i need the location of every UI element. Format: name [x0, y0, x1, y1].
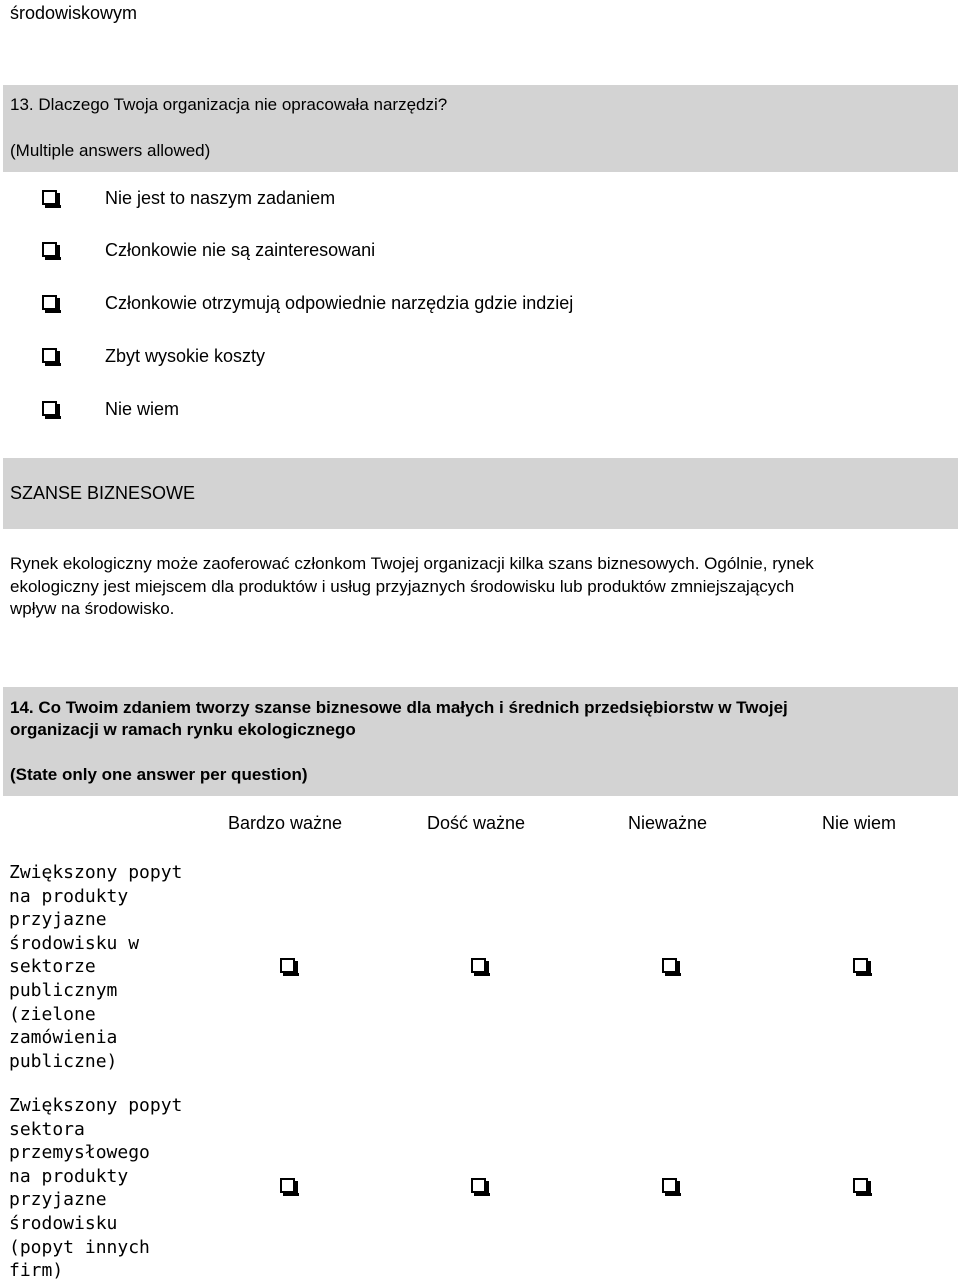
row-label-line: sektora [9, 1118, 85, 1140]
section-intro [10, 553, 955, 621]
q13-option-label: Członkowie otrzymują odpowiednie narzędzia gdzie indziej [105, 293, 574, 313]
q13-option-label: Nie wiem [105, 399, 180, 419]
intro-line: wpływ na środowisko. [10, 599, 175, 618]
checkbox-icon[interactable] [42, 348, 57, 363]
column-header-dosc-wazne: Dość ważne [427, 813, 526, 833]
q14-row-label [9, 1094, 182, 1283]
q13-option-label: Nie jest to naszym zadaniem [105, 188, 336, 208]
q13-option-label: Zbyt wysokie koszty [105, 346, 266, 366]
q13-note: (Multiple answers allowed) [10, 141, 211, 160]
checkbox-icon[interactable] [42, 401, 57, 416]
q13-option[interactable] [0, 344, 700, 372]
q14-note: (State only one answer per question) [10, 765, 308, 784]
intro-line: Rynek ekologiczny może zaoferować członkom Twojej organizacji kilka szans biznesowych. Ogólnie, rynek [10, 554, 814, 573]
checkbox-icon[interactable] [853, 958, 868, 973]
row-label-line: środowisku [9, 1212, 118, 1234]
row-label-line: publiczne) [9, 1050, 118, 1072]
q14-header [3, 687, 958, 796]
section-header [3, 458, 958, 529]
top-text-fragment: środowiskowym [10, 3, 138, 23]
row-label-line: na produkty [9, 1165, 129, 1187]
row-label-line: przyjazne [9, 1189, 107, 1211]
q13-title: 13. Dlaczego Twoja organizacja nie opracowała narzędzi? [10, 95, 448, 114]
row-label-line: przemysłowego [9, 1142, 150, 1164]
checkbox-icon[interactable] [42, 295, 57, 310]
q14-title-line: organizacji w ramach rynku ekologicznego [10, 720, 356, 739]
checkbox-icon[interactable] [853, 1178, 868, 1193]
q13-option[interactable] [0, 186, 700, 214]
q13-option[interactable] [0, 397, 700, 425]
checkbox-icon[interactable] [42, 190, 57, 205]
row-label-line: zamówienia [9, 1027, 118, 1049]
q13-header [3, 85, 958, 172]
row-label-line: firm) [9, 1260, 64, 1282]
row-label-line: Zwiększony popyt [9, 862, 183, 883]
column-header-niewazne: Nieważne [628, 813, 708, 833]
column-header-nie-wiem: Nie wiem [822, 813, 897, 833]
row-label-line: środowisku w [9, 932, 140, 954]
section-heading: SZANSE BIZNESOWE [10, 483, 196, 503]
q14-row-label [9, 861, 182, 1073]
checkbox-icon[interactable] [662, 958, 677, 973]
row-label-line: przyjazne [9, 909, 107, 931]
q13-option-label: Członkowie nie są zainteresowani [105, 240, 376, 260]
row-label-line: (zielone [9, 1003, 96, 1025]
checkbox-icon[interactable] [280, 1178, 295, 1193]
row-label-line: publicznym [9, 979, 118, 1001]
row-label-line: (popyt innych [9, 1236, 150, 1258]
intro-line: ekologiczny jest miejscem dla produktów i usług przyjaznych środowisku lub produktów zmniejszających [10, 576, 795, 596]
column-header-bardzo-wazne: Bardzo ważne [228, 813, 343, 833]
checkbox-icon[interactable] [471, 958, 486, 973]
row-label-line: Zwiększony popyt [9, 1095, 183, 1116]
q14-title-line: 14. Co Twoim zdaniem tworzy szanse biznesowe dla małych i średnich przedsiębiorstw w Twojej [10, 698, 788, 717]
q13-option[interactable] [0, 291, 700, 319]
checkbox-icon[interactable] [42, 242, 57, 257]
row-label-line: sektorze [9, 956, 96, 978]
checkbox-icon[interactable] [471, 1178, 486, 1193]
row-label-line: na produkty [9, 885, 129, 907]
q13-option[interactable] [0, 238, 700, 266]
checkbox-icon[interactable] [280, 958, 295, 973]
checkbox-icon[interactable] [662, 1178, 677, 1193]
